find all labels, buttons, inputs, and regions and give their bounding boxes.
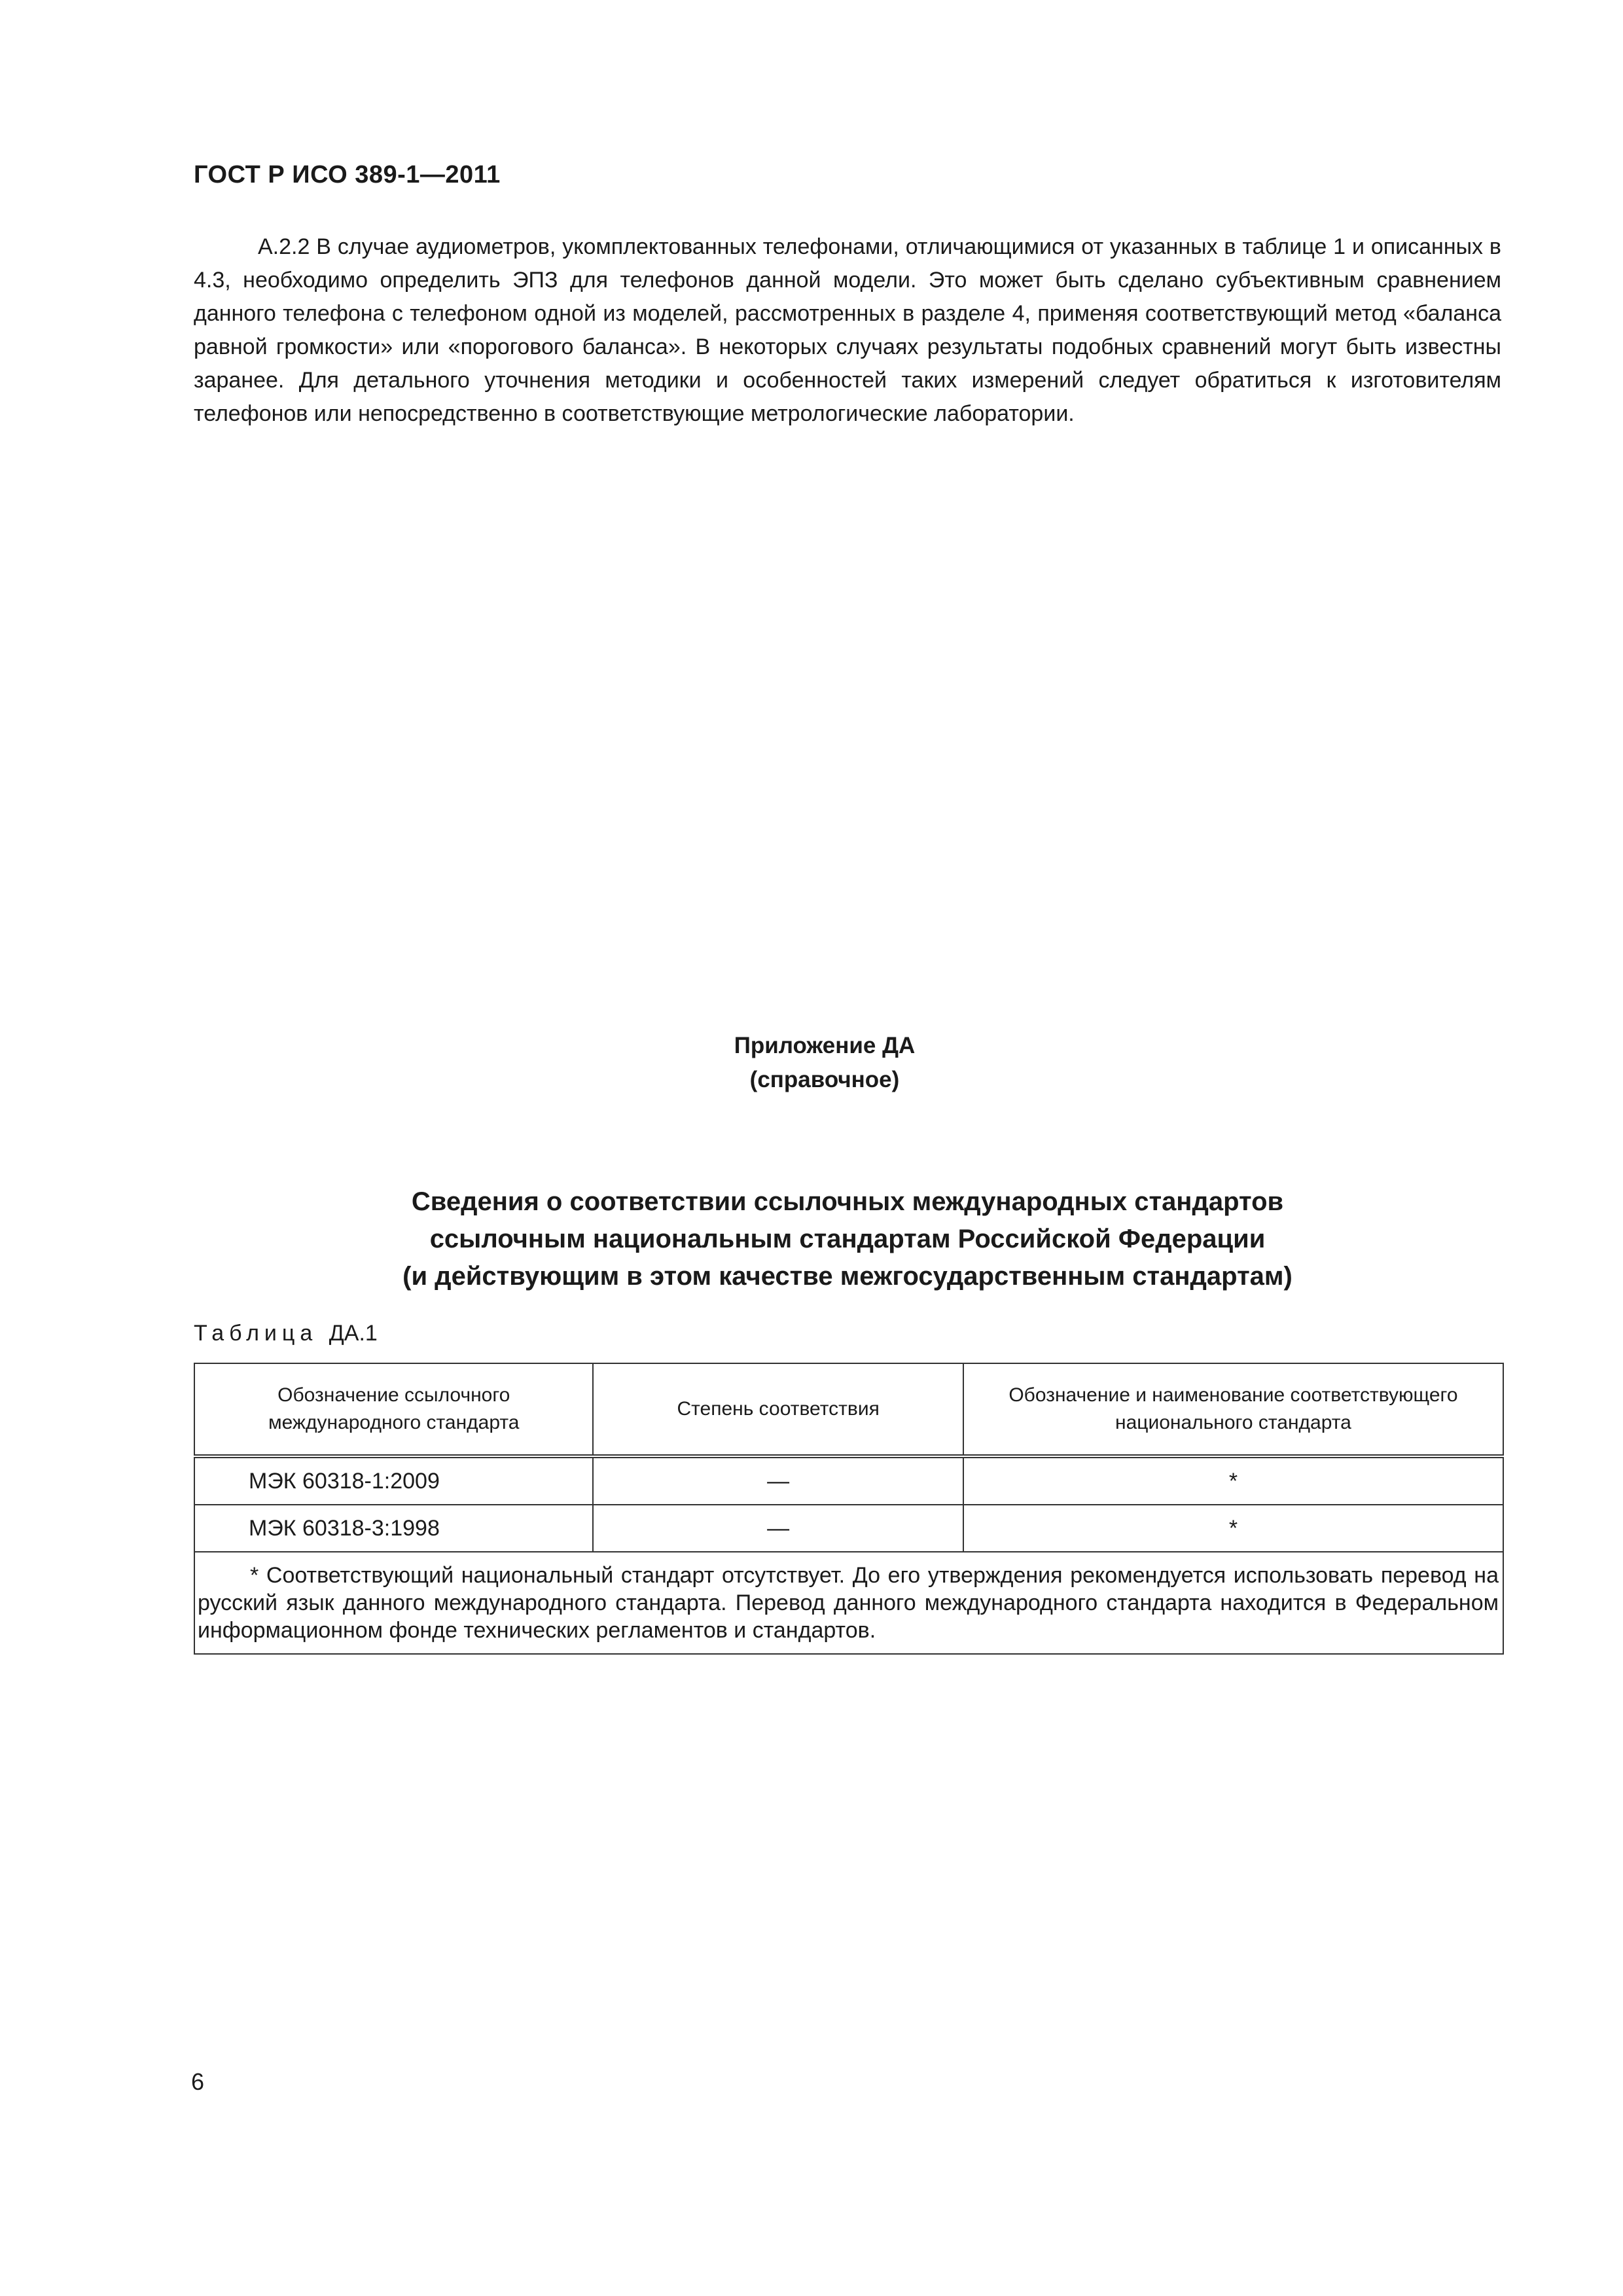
header-degree-of-correspondence: Степень соответствия [593,1363,963,1456]
standards-correspondence-table [194,1363,1504,1655]
table-header-row [194,1363,1503,1456]
appendix-title-line: (и действующим в этом качестве межгосударственным стандартам) [402,1262,1293,1291]
table-cell-national: * [963,1505,1503,1552]
table-row [194,1456,1503,1505]
table-caption-number: ДА.1 [329,1321,378,1346]
table-caption-word: Таблица [194,1321,318,1346]
table-cell-standard: МЭК 60318-3:1998 [194,1505,593,1552]
table-cell-standard: МЭК 60318-1:2009 [194,1456,593,1505]
table-cell-degree: — [593,1456,963,1505]
appendix-heading [0,1029,1623,1097]
table-footnote-row [194,1552,1503,1654]
header-national-standard: Обозначение и наименование соответствующего национального стандарта [963,1363,1503,1456]
appendix-title [194,1183,1501,1295]
table-cell-national: * [963,1456,1503,1505]
document-code-header: ГОСТ Р ИСО 389-1—2011 [194,161,501,188]
page-number: 6 [191,2068,205,2095]
header-international-standard: Обозначение ссылочного международного стандарта [194,1363,593,1456]
table-caption [194,1321,378,1346]
table-cell-degree: — [593,1505,963,1552]
appendix-label: Приложение ДА [734,1033,916,1058]
appendix-status: (справочное) [749,1067,900,1092]
table-footnote: * Соответствующий национальный стандарт отсутствует. До его утверждения рекомендуется использовать перевод на русский язык данного международного стандарта. Перевод данного международного стандарта находится в Федеральном информационном фонде технических регламентов и стандартов. [194,1552,1503,1654]
table-row [194,1505,1503,1552]
appendix-title-line: ссылочным национальным стандартам Российской Федерации [429,1225,1266,1253]
paragraph-a-2-2: А.2.2 В случае аудиометров, укомплектованных телефонами, отличающимися от указанных в таблице 1 и описанных в 4.3, необходимо определить ЭПЗ для телефонов данной модели. Это может быть сделано субъективным сравнением данного телефона с телефоном одной из моделей, рассмотренных в разделе 4, применяя соответствующий метод «баланса равной громкости» или «порогового баланса». В некоторых случаях результаты подобных сравнений могут быть известны заранее. Для детального уточнения методики и особенностей таких измерений следует обратиться к изготовителям телефонов или непосредственно в соответствующие метрологические лаборатории. [194,234,1501,426]
appendix-title-line: Сведения о соответствии ссылочных международных стандартов [411,1187,1284,1216]
